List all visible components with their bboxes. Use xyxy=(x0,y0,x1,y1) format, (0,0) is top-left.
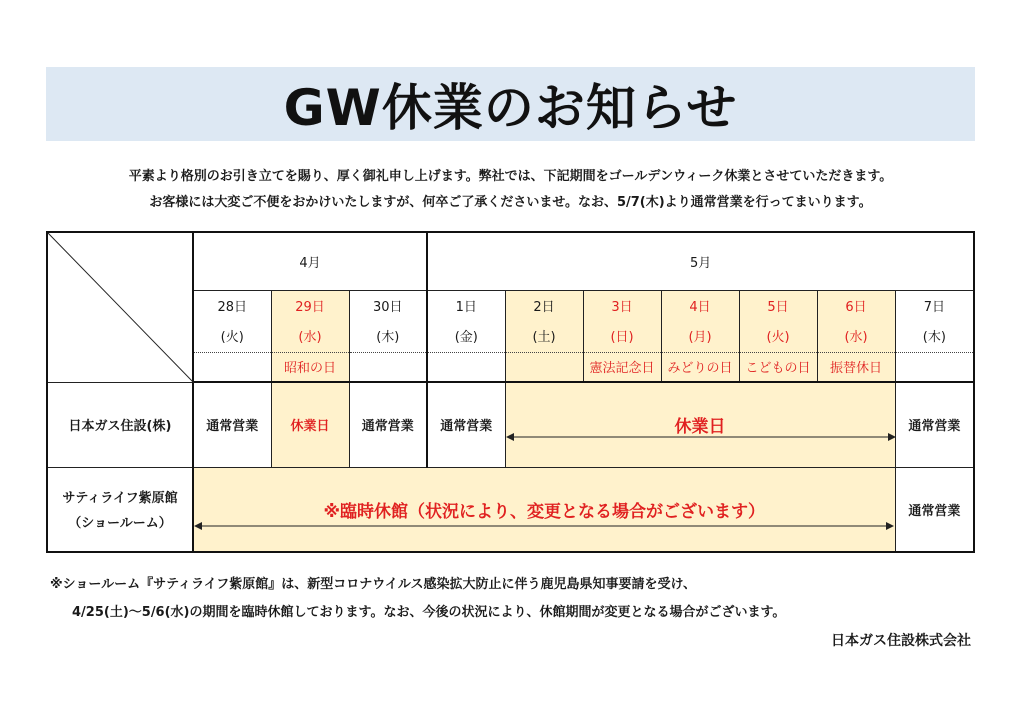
row-label-company: 日本ガス住設(株) xyxy=(47,382,193,467)
day-weekday: (日) xyxy=(583,320,661,352)
day-weekday: (火) xyxy=(193,320,271,352)
day-holiday: こどもの日 xyxy=(739,352,817,382)
day-date: 29日 xyxy=(271,290,349,320)
day-weekday: (土) xyxy=(505,320,583,352)
note-line-2: 4/25(土)～5/6(水)の期間を臨時休館しております。なお、今後の状況により、休館期間が変更となる場合がございます。 xyxy=(72,605,786,620)
day-weekday: (水) xyxy=(271,320,349,352)
status-normal: 通常営業 xyxy=(193,382,271,467)
day-weekday: (火) xyxy=(739,320,817,352)
day-holiday: 振替休日 xyxy=(817,352,895,382)
day-holiday: 憲法記念日 xyxy=(583,352,661,382)
day-weekday: (月) xyxy=(661,320,739,352)
status-closed: 休業日 xyxy=(271,382,349,467)
month-april: 4月 xyxy=(193,232,427,290)
status-normal: 通常営業 xyxy=(427,382,505,467)
day-weekday: (木) xyxy=(895,320,974,352)
day-holiday: みどりの日 xyxy=(661,352,739,382)
temporary-closure-label: ※臨時休館（状況により、変更となる場合がございます） xyxy=(323,501,766,522)
title-banner xyxy=(46,67,975,141)
day-date: 5日 xyxy=(739,290,817,320)
day-date: 4日 xyxy=(661,290,739,320)
status-normal: 通常営業 xyxy=(895,467,974,552)
closed-period-label: 休業日 xyxy=(674,417,726,438)
showroom-subtitle: （ショールーム） xyxy=(68,516,172,532)
day-weekday: (金) xyxy=(427,320,505,352)
day-date: 3日 xyxy=(583,290,661,320)
company-name: 日本ガス住設株式会社 xyxy=(831,633,971,649)
month-may: 5月 xyxy=(427,232,974,290)
day-date: 2日 xyxy=(505,290,583,320)
day-holiday xyxy=(349,352,427,382)
day-holiday xyxy=(895,352,974,382)
day-holiday: 昭和の日 xyxy=(271,352,349,382)
day-holiday xyxy=(193,352,271,382)
diagonal-line xyxy=(48,233,194,383)
intro-line-2: お客様には大変ご不便をおかけいたしますが、何卒ご了承くださいませ。なお、5/7(木)より通常営業を行ってまいります。 xyxy=(149,195,872,210)
day-weekday: (水) xyxy=(817,320,895,352)
page-title: GW休業のお知らせ xyxy=(283,79,738,137)
status-normal: 通常営業 xyxy=(349,382,427,467)
day-date: 7日 xyxy=(895,290,974,320)
day-weekday: (木) xyxy=(349,320,427,352)
showroom-name: サティライフ紫原館 xyxy=(62,491,178,507)
temporary-closure-span xyxy=(193,467,895,552)
closed-period-span xyxy=(505,382,895,467)
day-holiday xyxy=(505,352,583,382)
row-label-showroom xyxy=(47,467,193,552)
schedule-table xyxy=(46,231,975,553)
status-normal: 通常営業 xyxy=(895,382,974,467)
intro-line-1: 平素より格別のお引き立てを賜り、厚く御礼申し上げます。弊社では、下記期間をゴールデンウィーク休業とさせていただきます。 xyxy=(128,169,893,184)
note-line-1: ※ショールーム『サティライフ紫原館』は、新型コロナウイルス感染拡大防止に伴う鹿児島県知事要請を受け、 xyxy=(50,577,696,592)
table-corner-cell xyxy=(47,232,193,382)
day-date: 1日 xyxy=(427,290,505,320)
day-date: 28日 xyxy=(193,290,271,320)
day-holiday xyxy=(427,352,505,382)
day-date: 30日 xyxy=(349,290,427,320)
day-date: 6日 xyxy=(817,290,895,320)
